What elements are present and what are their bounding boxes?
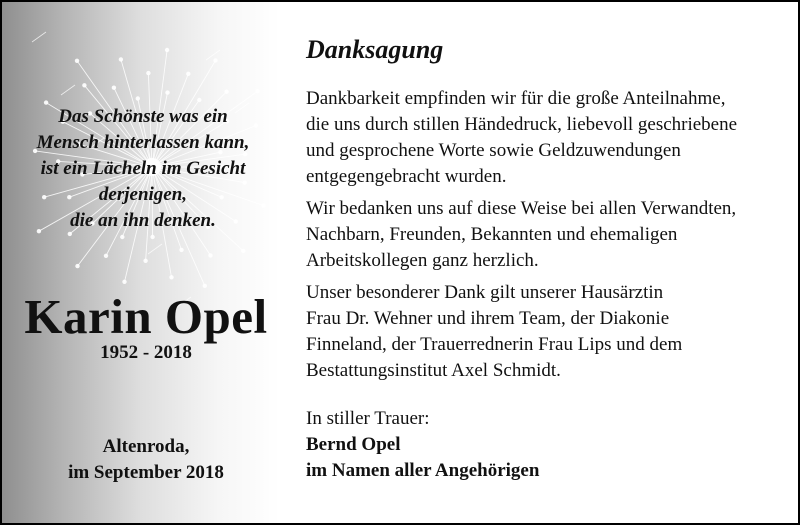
text-line: Frau Dr. Wehner und ihrem Team, der Diakonie	[306, 308, 670, 329]
thanks-paragraph	[306, 196, 788, 274]
memorial-quote	[2, 104, 280, 234]
mourning-intro: In stiller Trauer:	[306, 408, 430, 429]
mourner-names: Bernd Opel	[306, 434, 401, 455]
life-dates: 1952 - 2018	[100, 342, 192, 363]
text-line: Dankbarkeit empfinden wir für die große Anteilnahme,	[306, 88, 726, 109]
text-line: Bestattungsinstitut Axel Schmidt.	[306, 360, 561, 381]
text-line: Arbeitskollegen ganz herzlich.	[306, 250, 539, 271]
quote-line: Mensch hinterlassen kann,	[36, 132, 250, 153]
text-line: die uns durch stillen Händedruck, liebevoll geschriebene	[306, 114, 738, 135]
quote-line: ist ein Lächeln im Gesicht	[40, 158, 246, 179]
place-line: Altenroda,	[102, 436, 190, 457]
place-and-date	[2, 434, 280, 486]
thanks-panel	[306, 32, 788, 484]
quote-line: derjenigen,	[98, 184, 188, 205]
left-panel	[2, 2, 280, 523]
text-line: Finneland, der Trauerrednerin Frau Lips und dem	[306, 334, 683, 355]
text-line: Nachbarn, Freunden, Bekannten und ehemaligen	[306, 224, 678, 245]
thanks-paragraph	[306, 86, 788, 190]
quote-line: die an ihn denken.	[70, 210, 216, 231]
text-line: Unser besonderer Dank gilt unserer Hausärztin	[306, 282, 664, 303]
notice-title: Danksagung	[306, 35, 444, 64]
deceased-name: Karin Opel	[24, 289, 268, 344]
text-line: entgegengebracht wurden.	[306, 166, 507, 187]
text-line: Wir bedanken uns auf diese Weise bei allen Verwandten,	[306, 198, 737, 219]
thanks-paragraph	[306, 280, 788, 384]
mourner-family: im Namen aller Angehörigen	[306, 460, 540, 481]
mourning-signature	[306, 406, 788, 484]
quote-line: Das Schönste was ein	[58, 106, 228, 127]
date-line: im September 2018	[68, 462, 224, 483]
text-line: und gesprochene Worte sowie Geldzuwendungen	[306, 140, 681, 161]
